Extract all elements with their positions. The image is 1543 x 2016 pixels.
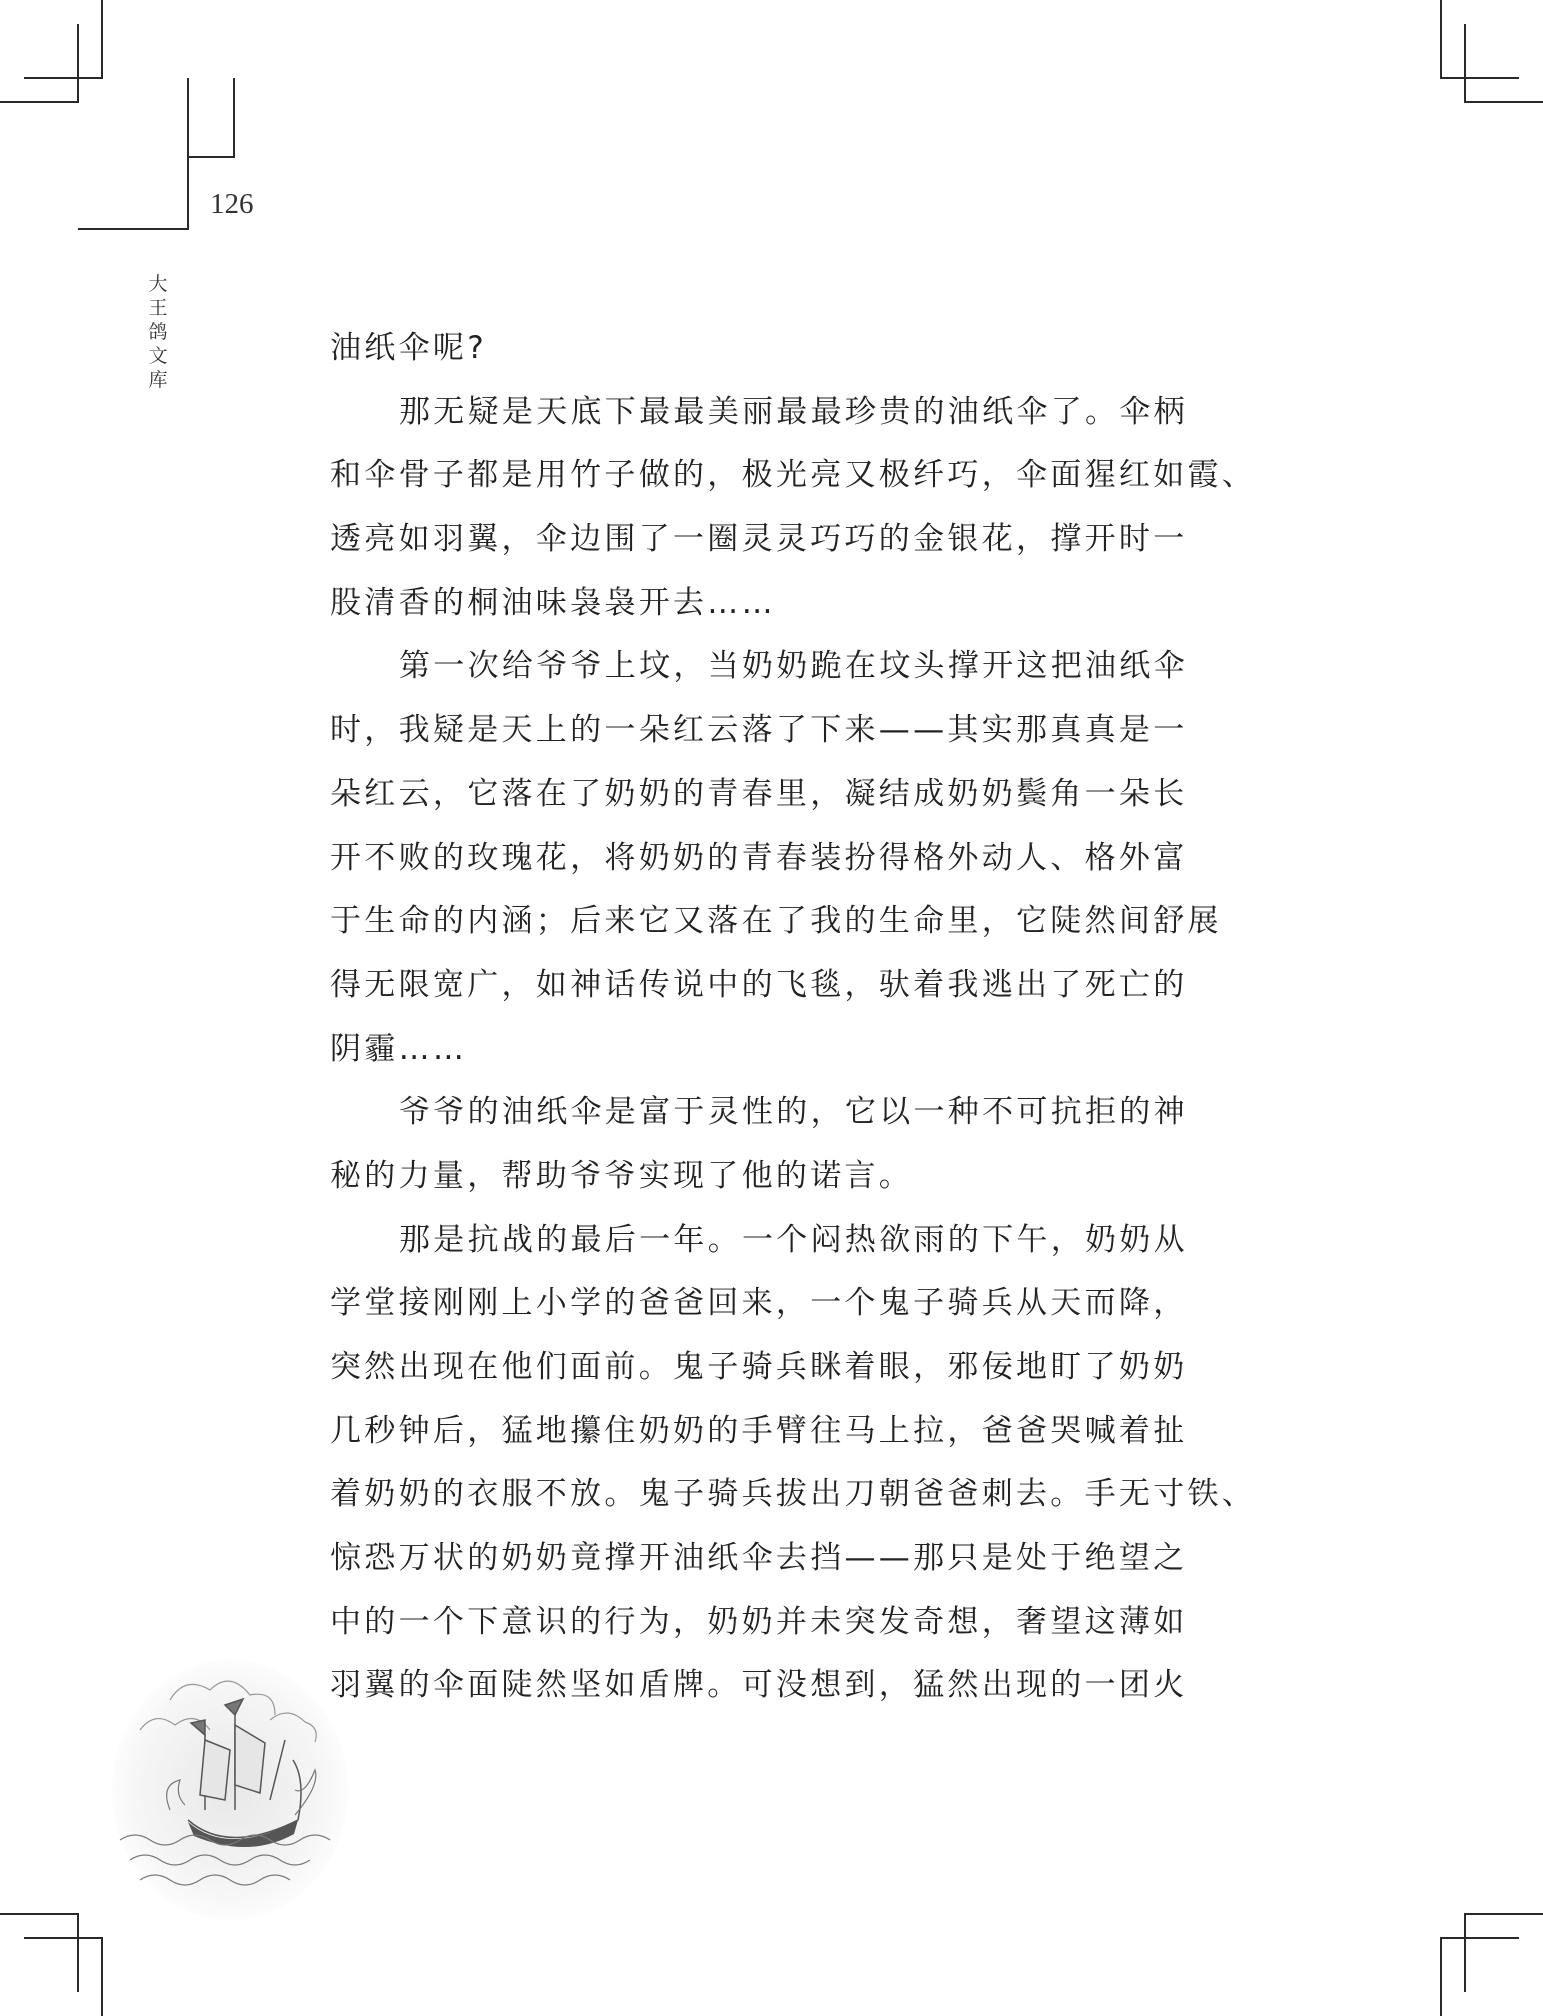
text-line: 那无疑是天底下最最美丽最最珍贵的油纸伞了。伞柄 — [399, 393, 1188, 430]
text-line: 于生命的内涵；后来它又落在了我的生命里，它陡然间舒展 — [330, 903, 1222, 940]
text-line: 惊恐万状的奶奶竟撑开油纸伞去挡——那只是处于绝望之 — [330, 1540, 1188, 1577]
series-label-char: 鸽 — [148, 321, 168, 343]
paragraph — [330, 1088, 1200, 1215]
text-line: 秘的力量，帮助爷爷实现了他的诺言。 — [330, 1157, 914, 1194]
text-line: 第一次给爷爷上坟，当奶奶跪在坟头撑开这把油纸伞 — [399, 648, 1188, 685]
sailing-ship-illustration — [110, 1640, 350, 1930]
text-line: 突然出现在他们面前。鬼子骑兵眯着眼，邪佞地盯了奶奶 — [330, 1349, 1188, 1385]
text-line: 爷爷的油纸伞是富于灵性的，它以一种不可抗拒的神 — [399, 1094, 1188, 1131]
paragraph — [330, 388, 1257, 643]
text-line: 油纸伞呢? — [330, 330, 487, 366]
page-number: 126 — [210, 188, 254, 220]
body-text — [330, 324, 1257, 1725]
text-line: 时，我疑是天上的一朵红云落了下来——其实那真真是一 — [330, 712, 1188, 749]
paragraph — [330, 642, 1222, 1088]
text-line: 和伞骨子都是用竹子做的，极光亮又极纤巧，伞面猩红如霞、 — [330, 457, 1257, 494]
series-label — [146, 272, 170, 392]
text-line: 那是抗战的最后一年。一个闷热欲雨的下午，奶奶从 — [399, 1221, 1188, 1258]
series-label-char: 王 — [148, 297, 168, 319]
text-line: 中的一个下意识的行为，奶奶并未突发奇想，奢望这薄如 — [330, 1603, 1188, 1640]
text-line: 得无限宽广，如神话传说中的飞毯，驮着我逃出了死亡的 — [330, 966, 1188, 1003]
paragraph — [330, 324, 1200, 388]
paragraph — [330, 1216, 1257, 1726]
text-line: 股清香的桐油味袅袅开去…… — [330, 584, 776, 621]
text-line: 着奶奶的衣服不放。鬼子骑兵拔出刀朝爸爸刺去。手无寸铁、 — [330, 1476, 1257, 1513]
text-line: 朵红云，它落在了奶奶的青春里，凝结成奶奶鬓角一朵长 — [330, 775, 1188, 812]
series-label-char: 库 — [148, 369, 168, 391]
text-line: 透亮如羽翼，伞边围了一圈灵灵巧巧的金银花，撑开时一 — [330, 521, 1188, 558]
series-label-char: 文 — [148, 345, 168, 367]
series-label-char: 大 — [148, 273, 168, 295]
text-line: 羽翼的伞面陡然坚如盾牌。可没想到，猛然出现的一团火 — [330, 1667, 1188, 1704]
text-line: 几秒钟后，猛地攥住奶奶的手臂往马上拉，爸爸哭喊着扯 — [330, 1412, 1188, 1449]
text-line: 阴霾…… — [330, 1030, 468, 1067]
text-line: 开不败的玫瑰花，将奶奶的青春装扮得格外动人、格外富 — [330, 839, 1188, 876]
text-line: 学堂接刚刚上小学的爸爸回来，一个鬼子骑兵从天而降， — [330, 1285, 1188, 1322]
